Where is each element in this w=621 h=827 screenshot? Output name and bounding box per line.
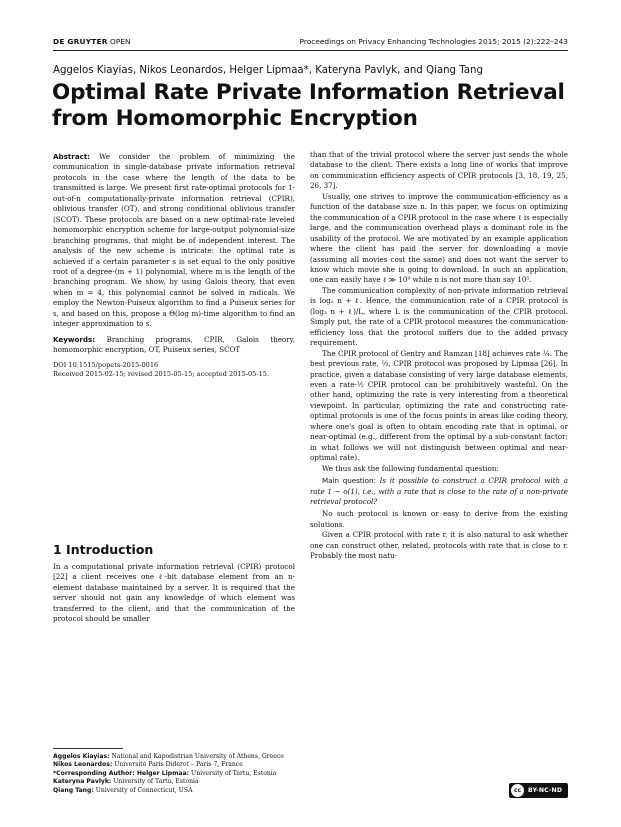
left-column — [53, 152, 295, 380]
publisher-name: DE GRUYTER OPEN — [53, 37, 131, 46]
affiliation-item: Aggelos Kiayias: National and Kapodistrian University of Athens, Greece — [53, 753, 284, 760]
abstract — [53, 152, 295, 330]
main-question — [310, 476, 568, 507]
keywords-label: Keywords: — [53, 334, 96, 344]
paper-title: Optimal Rate Private Information Retrieval from Homomorphic Encryption — [52, 80, 565, 131]
intro-paragraph: In a computational private information retrieval (CPIR) protocol [22] a client receives one ℓ-bit database element from an n-element database maintained by a server. It is required that the server should not gain any knowledge of which element was transferred to the client, and that the communication of the protocol should be smaller — [53, 562, 295, 624]
paragraph: No such protocol is known or easy to derive from the existing solutions. — [310, 509, 568, 529]
right-column — [310, 150, 568, 562]
keywords — [53, 335, 295, 356]
running-header — [53, 37, 568, 51]
affiliation-item: Nikos Leonardos: Université Paris Diderot – Paris 7, France — [53, 761, 243, 769]
paragraph: than that of the trivial protocol where the server just sends the whole database to the client. There exists a long line of works that improve on communication efficiency aspects of CPIR protocols [3, 18, 19, 25, 26, 37]. — [310, 150, 568, 191]
abstract-label: Abstract: — [53, 152, 91, 161]
paragraph: Given a CPIR protocol with rate r, it is also natural to ask whether one can construct other, related, protocols with rate that is close to r. Probably the most natu- — [310, 530, 568, 561]
intro-column — [53, 562, 295, 625]
journal-citation: Proceedings on Privacy Enhancing Technologies 2015; 2015 (2):222–243 — [299, 37, 568, 46]
doi: DOI 10.1515/popets-2015-0016 — [53, 360, 159, 369]
affiliation-item: *Corresponding Author: Helger Lipmaa: University of Tartu, Estonia — [53, 769, 277, 777]
paragraph: The CPIR protocol of Gentry and Ramzan [18] achieves rate ¼. The best previous rate, ½, CPIR protocol was proposed by Lipmaa [26]. In practice, given a database consisting of very large database elements, even a rate-½ CPIR protocol can be prohibitively wasteful. On the other hand, optimizing the rate is very interesting from a theoretical viewpoint. In particular, optimizing the rate and constructing rate-optimal protocols is one of the focus points in areas like coding theory, where one's goal is often to obtain encoding rate that is optimal, or near-optimal (e.g., different from the optimal by a sub-constant factor; in what follows we will not distinguish between optimal and near-optimal rate). — [310, 348, 568, 463]
creative-commons-icon: cc — [511, 784, 524, 797]
paragraph: We thus ask the following fundamental question: — [322, 463, 499, 473]
paragraph: Usually, one strives to improve the communication-efficiency as a function of the database size n. In this paper, we focus on optimizing the communication of a CPIR protocol in the case where ℓ is especially large, and the communication overhead plays a dominant role in the usability of the protocol. We are motivated by an example application where the client has paid the server for downloading a movie (assuming all movies cost the same) and does not want the server to know which movie she is going to download. In such an application, one can easily have ℓ ≫ 10⁹ while n is not more than say 10⁵. — [310, 191, 568, 285]
affiliation-item: Kateryna Pavlyk: University of Tartu, Estonia — [53, 778, 199, 786]
author-affiliations — [53, 753, 295, 795]
cc-license-badge[interactable] — [509, 783, 568, 798]
received-dates: Received 2015-02-15; revised 2015-05-15; accepted 2015-05-15. — [53, 370, 270, 379]
license-label: BY-NC-ND — [528, 787, 563, 794]
question-text: Is it possible to construct a CPIR protocol with a rate 1 − o(1), i.e., with a rate that is close to the rate of a non-private retrieval protocol? — [310, 476, 568, 506]
paragraph: The communication complexity of non-private information retrieval is log₂ n + ℓ. Hence, the communication rate of a CPIR protocol is (log₂ n + ℓ)/L, where L is the communication of the CPIR protocol. Simply put, the rate of a CPIR protocol measures the communication-efficiency loss that the protocol suffers due to the added privacy requirement. — [310, 285, 568, 348]
footnote-rule — [53, 748, 123, 749]
header-rule — [53, 50, 568, 51]
abstract-text: We consider the problem of minimizing the communication in single-database private information retrieval protocols in the case where the length of the data to be transmitted is large. We present first rate-optimal protocols for 1-out-of-n computationally-private information retrieval (CPIR), oblivious transfer (OT), and strong conditional oblivious transfer (SCOT). These protocols are based on a new optimal-rate leveled homomorphic encryption scheme for large-output polynomial-size branching programs, that might be of independent interest. The analysis of the new scheme is intricate: the optimal rate is achieved if a certain parameter s is set equal to the only positive root of a degree-(m + 1) polynomial, where m is the length of the branching program. We show, by using Galois theory, that even when m = 4, this polynomial cannot be solved in radicals. We employ the Newton-Puiseux algorithm to find a Puiseux series for s, and based on this, propose a Θ(log m)-time algorithm to find an integer approximation to s. — [53, 152, 295, 329]
question-label: Main question: — [322, 476, 376, 486]
affiliation-item: Qiang Tang: University of Connecticut, USA — [53, 786, 193, 794]
section-heading: 1 Introduction — [53, 542, 154, 557]
author-list: Aggelos Kiayias, Nikos Leonardos, Helger Lipmaa*, Kateryna Pavlyk, and Qiang Tang — [53, 65, 483, 76]
keywords-text: Branching programs, CPIR, Galois theory, homomorphic encryption, OT, Puiseux series, SCOT — [53, 334, 295, 355]
